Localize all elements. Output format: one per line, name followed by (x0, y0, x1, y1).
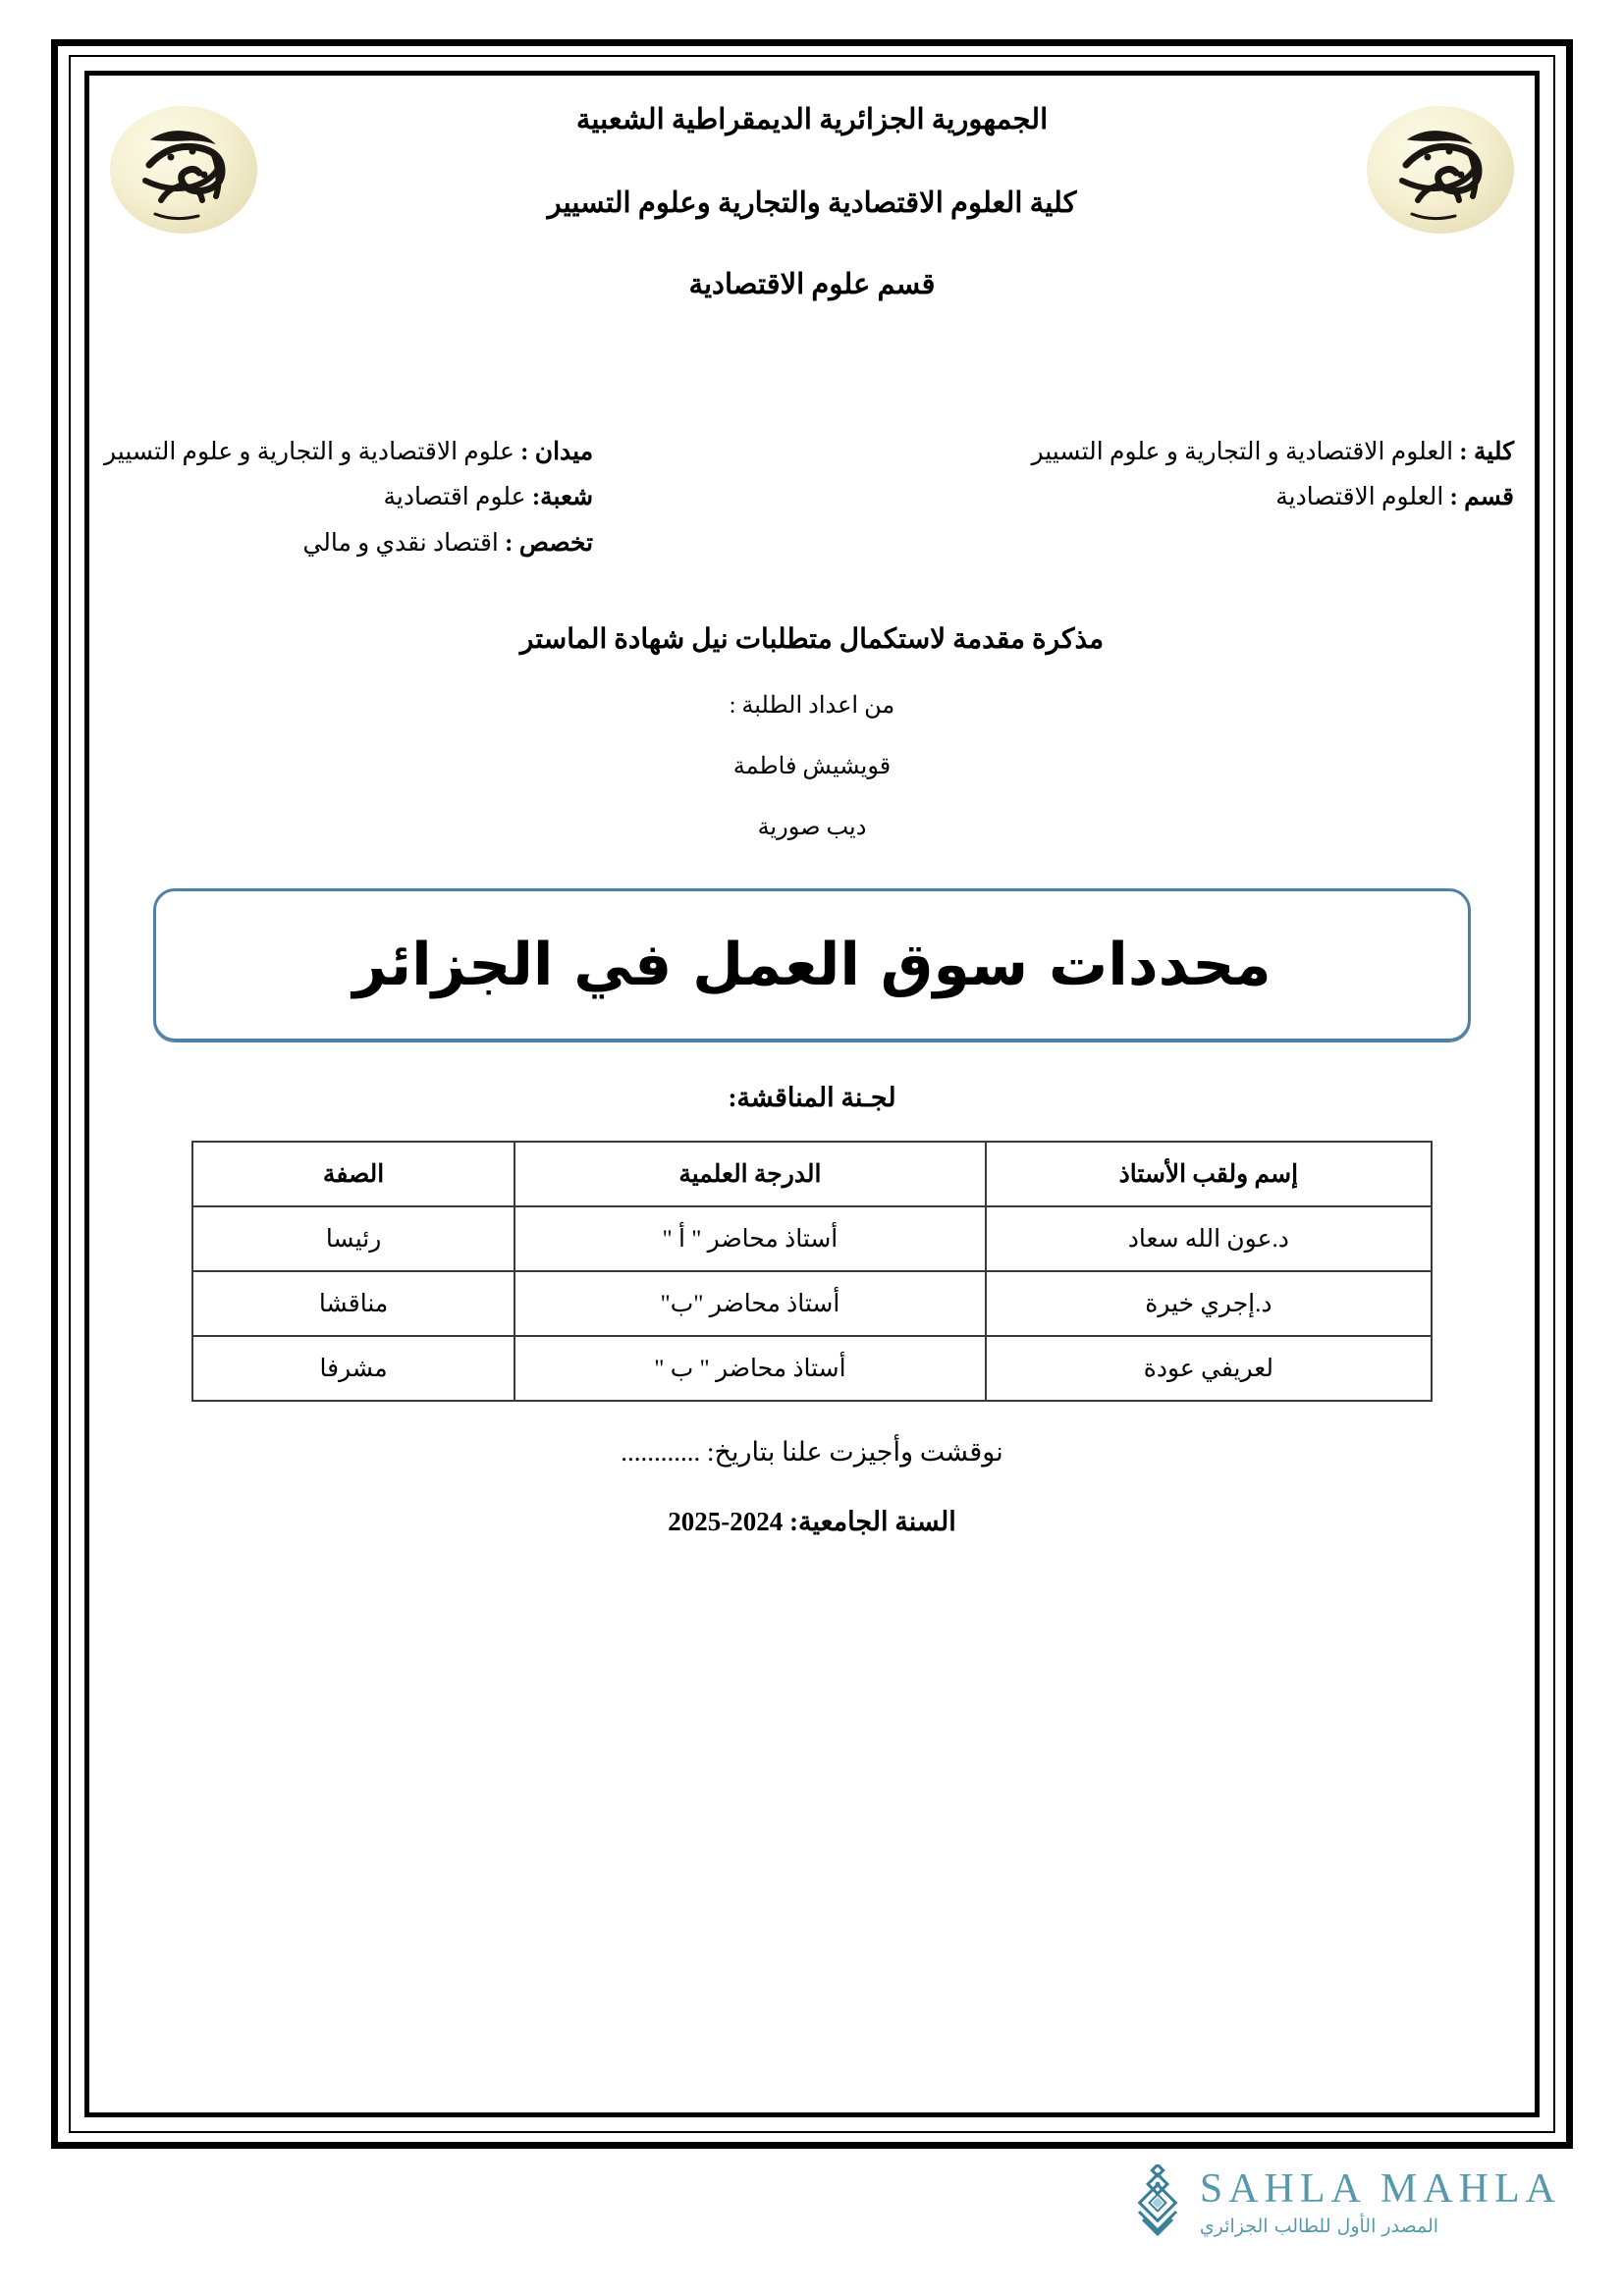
department-line: قسم علوم الاقتصادية (688, 269, 936, 300)
header-text-block (281, 102, 1343, 301)
table-row (192, 1271, 1432, 1336)
thesis-title-box (153, 888, 1471, 1041)
student-name: ديب صورية (757, 815, 867, 840)
faculty-line: كلية العلوم الاقتصادية والتجارية وعلوم التسيير (547, 187, 1077, 219)
branch-info-value: علوم اقتصادية (383, 484, 526, 511)
cell-professor-name: د.إجري خيرة (986, 1271, 1432, 1336)
faculty-info-value: العلوم الاقتصادية و التجارية و علوم التسيير (1031, 439, 1454, 465)
specialization-info-row (104, 521, 593, 566)
cell-academic-rank: أستاذ محاضر "ب" (514, 1271, 986, 1336)
department-info-value: العلوم الاقتصادية (1275, 484, 1444, 511)
cover-page-content (94, 80, 1530, 2149)
program-info-block (94, 430, 1530, 597)
watermark-text (1200, 2168, 1561, 2237)
watermark-brand: SAHLA MAHLA (1199, 2166, 1561, 2212)
cell-role: مناقشا (192, 1271, 514, 1336)
department-info-row (1031, 475, 1514, 520)
sahla-mahla-watermark (1129, 2164, 1561, 2241)
faculty-info-label: كلية : (1459, 439, 1514, 465)
specialty-info-column (104, 430, 593, 566)
faculty-info-column (1031, 430, 1514, 521)
column-header-professor-name: إسم ولقب الأستاذ (986, 1142, 1432, 1206)
watermark-tagline: المصدر الأول للطالب الجزائري (1199, 2216, 1439, 2237)
defense-date-line: نوقشت وأجيزت علنا بتاريخ: ............ (621, 1437, 1003, 1467)
faculty-info-row (1031, 430, 1514, 475)
students-label: من اعداد الطلبة : (729, 693, 895, 719)
domain-info-value: علوم الاقتصادية و التجارية و علوم التسيير (104, 439, 514, 465)
branch-info-row (104, 475, 593, 520)
university-seal-logo-right (1367, 106, 1514, 234)
branch-info-label: شعبة: (531, 484, 594, 511)
republic-line: الجمهورية الجزائرية الديمقراطية الشعبية (575, 104, 1049, 135)
memoir-statement: مذكرة مقدمة لاستكمال متطلبات نيل شهادة الماستر (519, 624, 1105, 655)
column-header-academic-rank: الدرجة العلمية (514, 1142, 986, 1206)
column-header-role: الصفة (192, 1142, 514, 1206)
domain-info-label: ميدان : (520, 439, 594, 465)
table-row (192, 1206, 1432, 1271)
jury-committee-label: لجـنة المناقشة: (728, 1083, 896, 1112)
cell-professor-name: د.عون الله سعاد (986, 1206, 1432, 1271)
domain-info-row (104, 430, 593, 475)
cell-academic-rank: أستاذ محاضر " أ " (514, 1206, 986, 1271)
cell-professor-name: لعريفي عودة (986, 1336, 1432, 1401)
department-info-label: قسم : (1449, 484, 1514, 511)
jury-table (191, 1141, 1433, 1402)
specialization-info-label: تخصص : (505, 529, 594, 557)
document-header (94, 80, 1530, 404)
cell-academic-rank: أستاذ محاضر " ب " (514, 1336, 986, 1401)
table-row (192, 1336, 1432, 1401)
student-name: قويشيش فاطمة (732, 754, 892, 779)
table-header-row (192, 1142, 1432, 1206)
thesis-title: محددات سوق العمل في الجزائر (352, 931, 1272, 999)
cell-role: مشرفا (192, 1336, 514, 1401)
specialization-info-value: اقتصاد نقدي و مالي (302, 529, 499, 557)
university-seal-logo-left (110, 106, 257, 234)
cell-role: رئيسا (192, 1206, 514, 1271)
academic-year-line: السنة الجامعية: 2024-2025 (668, 1507, 956, 1536)
sahla-mahla-diamond-icon (1129, 2164, 1186, 2241)
